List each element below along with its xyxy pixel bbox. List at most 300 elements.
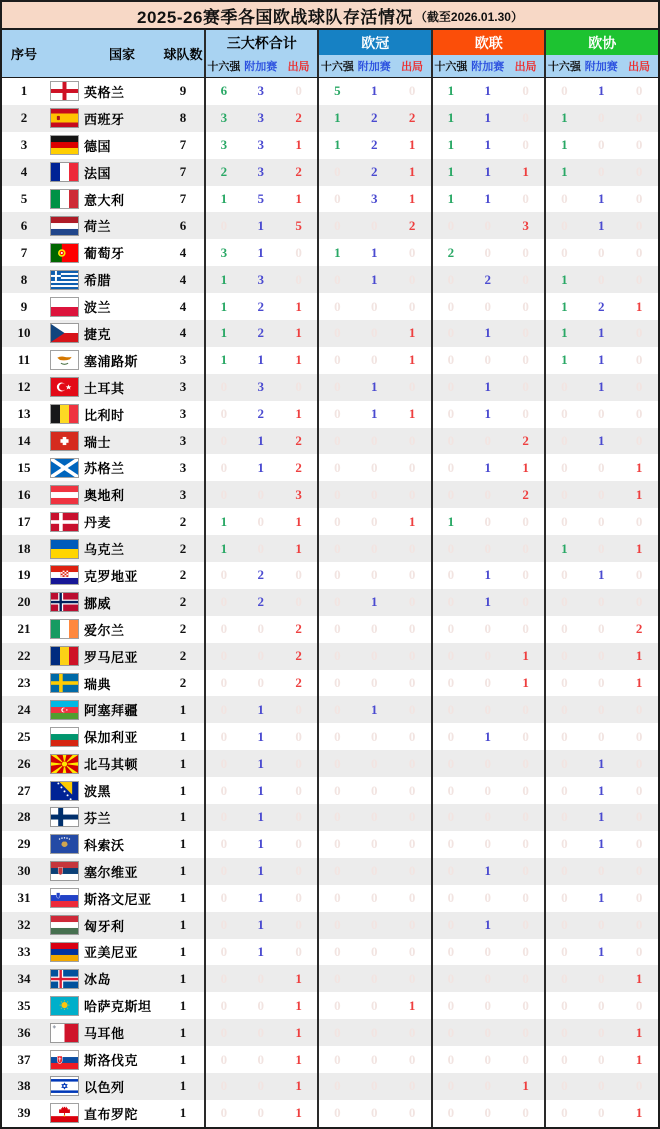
value-cell: 0	[597, 675, 605, 691]
table-row	[2, 186, 658, 213]
value-cell: 0	[295, 271, 302, 287]
value-cell: 0	[317, 616, 355, 643]
rank-cell: 37	[17, 1051, 31, 1067]
value-cell: 1	[597, 809, 605, 825]
ireland-flag-icon	[51, 620, 78, 638]
value-cell: 5	[317, 78, 355, 105]
value-cell: 0	[522, 594, 529, 610]
team-count-cell: 2	[179, 513, 187, 529]
value-cell: 2	[408, 217, 416, 233]
czech-flag-icon	[51, 324, 78, 342]
value-cell: 0	[597, 1105, 605, 1121]
table-row	[2, 132, 658, 159]
value-cell: 1	[370, 701, 378, 717]
value-cell: 1	[370, 83, 378, 99]
country-name: 荷兰	[84, 219, 112, 235]
value-cell: 0	[522, 513, 529, 529]
value-cell: 1	[295, 137, 302, 153]
flag-cell	[46, 885, 82, 912]
subheader-out: 出局	[507, 55, 545, 77]
value-cell: 1	[370, 379, 378, 395]
value-cell: 0	[204, 750, 242, 777]
value-cell: 0	[317, 939, 355, 966]
value-cell: 1	[597, 943, 605, 959]
value-cell: 1	[597, 567, 605, 583]
table-row	[2, 212, 658, 239]
value-cell: 0	[635, 325, 643, 341]
value-cell: 0	[317, 670, 355, 697]
value-cell: 0	[635, 217, 643, 233]
bosnia-flag-icon	[51, 782, 78, 800]
value-cell: 0	[635, 567, 643, 583]
team-count-cell: 1	[179, 970, 187, 986]
header-index-label: 序号	[10, 47, 37, 62]
value-cell: 0	[431, 1019, 469, 1046]
flag-cell	[46, 374, 82, 401]
poland-flag-icon	[51, 298, 78, 316]
value-cell: 1	[544, 105, 582, 132]
value-cell: 0	[204, 481, 242, 508]
value-cell: 0	[317, 750, 355, 777]
flag-cell	[46, 939, 82, 966]
value-cell: 1	[544, 266, 582, 293]
country-name: 西班牙	[84, 111, 125, 127]
value-cell: 1	[597, 890, 605, 906]
value-cell: 0	[370, 325, 378, 341]
value-cell: 1	[635, 298, 643, 314]
value-cell: 1	[484, 567, 491, 583]
table-row	[2, 428, 658, 455]
rank-cell: 39	[17, 1105, 31, 1121]
subheader-playoff: 附加赛	[355, 55, 393, 77]
value-cell: 0	[408, 1024, 416, 1040]
value-cell: 0	[204, 454, 242, 481]
slovakia-flag-icon	[51, 1051, 78, 1069]
value-cell: 0	[408, 486, 416, 502]
value-cell: 0	[370, 648, 378, 664]
value-cell: 0	[204, 992, 242, 1019]
value-cell: 1	[257, 755, 264, 771]
value-cell: 0	[522, 836, 529, 852]
value-cell: 1	[295, 325, 302, 341]
value-cell: 0	[408, 298, 416, 314]
subheader-out: 出局	[393, 55, 431, 77]
table-row	[2, 696, 658, 723]
switzerland-flag-icon	[51, 432, 78, 450]
value-cell: 0	[295, 890, 302, 906]
value-cell: 1	[257, 836, 264, 852]
value-cell: 1	[295, 513, 302, 529]
value-cell: 0	[597, 728, 605, 744]
table-row	[2, 831, 658, 858]
value-cell: 0	[408, 943, 416, 959]
country-name: 科索沃	[84, 837, 125, 853]
team-count-cell: 1	[179, 1051, 187, 1067]
value-cell: 0	[635, 244, 643, 260]
value-cell: 0	[204, 589, 242, 616]
table-row	[2, 401, 658, 428]
value-cell: 3	[257, 110, 264, 126]
value-cell: 0	[597, 164, 605, 180]
value-cell: 1	[635, 459, 643, 475]
value-cell: 0	[522, 271, 529, 287]
flag-cell	[46, 804, 82, 831]
value-cell: 0	[431, 454, 469, 481]
value-cell: 0	[522, 728, 529, 744]
value-cell: 0	[635, 809, 643, 825]
country-name: 瑞士	[84, 434, 112, 450]
spain-flag-icon	[51, 109, 78, 127]
croatia-flag-icon	[51, 566, 78, 584]
value-cell: 0	[204, 374, 242, 401]
table-row	[2, 320, 658, 347]
subheader-r16: 十六强	[204, 55, 242, 77]
team-count-cell: 2	[179, 648, 187, 664]
value-cell: 2	[484, 271, 491, 287]
value-cell: 1	[484, 110, 491, 126]
country-name: 乌克兰	[84, 542, 125, 558]
rank-cell: 25	[17, 728, 31, 744]
value-cell: 0	[544, 239, 582, 266]
value-cell: 2	[295, 433, 302, 449]
value-cell: 1	[295, 298, 302, 314]
value-cell: 0	[408, 728, 416, 744]
value-cell: 0	[522, 137, 529, 153]
value-cell: 0	[431, 293, 469, 320]
team-count-cell: 1	[179, 890, 187, 906]
value-cell: 0	[317, 320, 355, 347]
value-cell: 0	[204, 428, 242, 455]
team-count-cell: 7	[179, 137, 187, 153]
country-name: 北马其顿	[84, 757, 139, 773]
value-cell: 1	[257, 863, 264, 879]
value-cell: 0	[431, 562, 469, 589]
table-row	[2, 723, 658, 750]
country-name: 丹麦	[84, 515, 112, 531]
flag-cell	[46, 992, 82, 1019]
value-cell: 1	[295, 1024, 302, 1040]
table-row	[2, 347, 658, 374]
value-cell: 0	[431, 912, 469, 939]
value-cell: 0	[484, 970, 491, 986]
value-cell: 0	[370, 943, 378, 959]
rank-cell: 3	[20, 137, 28, 153]
value-cell: 2	[522, 433, 529, 449]
team-count-cell: 2	[179, 621, 187, 637]
value-cell: 0	[431, 1046, 469, 1073]
value-cell: 1	[295, 1078, 302, 1094]
rank-cell: 30	[17, 863, 31, 879]
table-row	[2, 78, 658, 105]
value-cell: 0	[317, 508, 355, 535]
rank-cell: 36	[17, 1024, 31, 1040]
value-cell: 0	[431, 481, 469, 508]
value-cell: 0	[295, 83, 302, 99]
value-cell: 0	[635, 917, 643, 933]
country-name: 塞尔维亚	[84, 864, 139, 880]
value-cell: 0	[257, 540, 264, 556]
header-teams-label: 球队数	[163, 47, 203, 62]
value-cell: 5	[295, 217, 302, 233]
value-cell: 1	[431, 159, 469, 186]
value-cell: 0	[295, 809, 302, 825]
subheader-playoff: 附加赛	[469, 55, 507, 77]
value-cell: 0	[635, 890, 643, 906]
flag-cell	[46, 401, 82, 428]
value-cell: 0	[522, 352, 529, 368]
subheader-out: 出局	[620, 55, 658, 77]
value-cell: 0	[370, 970, 378, 986]
team-count-cell: 1	[179, 943, 187, 959]
value-cell: 0	[484, 244, 491, 260]
value-cell: 0	[544, 965, 582, 992]
value-cell: 2	[257, 406, 264, 422]
value-cell: 0	[431, 750, 469, 777]
value-cell: 0	[370, 863, 378, 879]
value-cell: 0	[295, 917, 302, 933]
value-cell: 0	[635, 728, 643, 744]
value-cell: 0	[431, 885, 469, 912]
flag-cell	[46, 239, 82, 266]
value-cell: 0	[408, 863, 416, 879]
team-count-cell: 2	[179, 594, 187, 610]
value-cell: 0	[317, 858, 355, 885]
value-cell: 0	[408, 648, 416, 664]
table-row	[2, 885, 658, 912]
team-count-cell: 4	[179, 325, 187, 341]
value-cell: 0	[544, 1073, 582, 1100]
team-count-cell: 3	[179, 379, 187, 395]
value-cell: 1	[635, 648, 643, 664]
rank-cell: 9	[20, 298, 28, 314]
value-cell: 1	[257, 352, 264, 368]
value-cell: 0	[597, 997, 605, 1013]
table-row	[2, 965, 658, 992]
team-count-cell: 1	[179, 836, 187, 852]
france-flag-icon	[51, 163, 78, 181]
value-cell: 0	[370, 728, 378, 744]
value-cell: 0	[295, 567, 302, 583]
kazakhstan-flag-icon	[51, 997, 78, 1015]
value-cell: 1	[484, 191, 491, 206]
value-cell: 0	[204, 804, 242, 831]
value-cell: 0	[204, 885, 242, 912]
value-cell: 0	[257, 648, 264, 664]
country-name: 芬兰	[84, 810, 112, 826]
value-cell: 0	[597, 513, 605, 529]
country-name: 爱尔兰	[84, 622, 125, 638]
value-cell: 0	[597, 648, 605, 664]
value-cell: 0	[370, 997, 378, 1013]
flag-cell	[46, 616, 82, 643]
table-body	[2, 78, 658, 1127]
value-cell: 1	[544, 347, 582, 374]
value-cell: 0	[522, 83, 529, 99]
value-cell: 0	[544, 454, 582, 481]
hungary-flag-icon	[51, 916, 78, 934]
value-cell: 0	[544, 696, 582, 723]
team-count-cell: 3	[179, 486, 187, 502]
value-cell: 1	[544, 159, 582, 186]
value-cell: 0	[484, 486, 491, 502]
value-cell: 0	[257, 1024, 264, 1040]
value-cell: 0	[408, 917, 416, 933]
value-cell: 0	[317, 1073, 355, 1100]
belgium-flag-icon	[51, 405, 78, 423]
value-cell: 0	[484, 352, 491, 368]
value-cell: 0	[597, 970, 605, 986]
value-cell: 1	[484, 917, 491, 933]
value-cell: 0	[484, 1105, 491, 1121]
flag-cell	[46, 454, 82, 481]
table-row	[2, 804, 658, 831]
value-cell: 0	[257, 1051, 264, 1067]
value-cell: 1	[408, 406, 416, 422]
value-cell: 0	[257, 513, 264, 529]
value-cell: 3	[257, 164, 264, 180]
subheader-r16: 十六强	[431, 55, 469, 77]
value-cell: 1	[635, 540, 643, 556]
sweden-flag-icon	[51, 674, 78, 692]
flag-cell	[46, 481, 82, 508]
rank-cell: 22	[17, 648, 31, 664]
value-cell: 0	[408, 244, 416, 260]
azerbaijan-flag-icon	[51, 701, 78, 719]
value-cell: 1	[597, 755, 605, 771]
value-cell: 0	[522, 917, 529, 933]
team-count-cell: 4	[179, 244, 187, 260]
value-cell: 0	[431, 965, 469, 992]
subheader-playoff: 附加赛	[582, 55, 620, 77]
rank-cell: 24	[17, 701, 31, 717]
value-cell: 0	[317, 1019, 355, 1046]
value-cell: 1	[257, 217, 264, 233]
team-count-cell: 1	[179, 863, 187, 879]
denmark-flag-icon	[51, 513, 78, 531]
value-cell: 0	[317, 159, 355, 186]
table-row	[2, 293, 658, 320]
flag-cell	[46, 696, 82, 723]
table-row	[2, 670, 658, 697]
value-cell: 0	[408, 433, 416, 449]
value-cell: 1	[635, 675, 643, 691]
country-name: 捷克	[84, 326, 112, 342]
value-cell: 5	[257, 191, 264, 206]
value-cell: 3	[257, 271, 264, 287]
value-cell: 0	[370, 1105, 378, 1121]
value-cell: 0	[484, 513, 491, 529]
value-cell: 0	[317, 401, 355, 428]
value-cell: 0	[635, 83, 643, 99]
value-cell: 0	[635, 863, 643, 879]
rank-cell: 11	[17, 352, 31, 368]
country-name: 奥地利	[84, 488, 125, 504]
value-cell: 0	[408, 782, 416, 798]
value-cell: 0	[635, 513, 643, 529]
value-cell: 0	[522, 379, 529, 395]
value-cell: 0	[522, 191, 529, 206]
flag-cell	[46, 159, 82, 186]
table-row	[2, 616, 658, 643]
team-count-cell: 1	[179, 1024, 187, 1040]
value-cell: 0	[484, 298, 491, 314]
flag-cell	[46, 777, 82, 804]
value-cell: 1	[408, 164, 416, 180]
value-cell: 0	[317, 535, 355, 562]
team-count-cell: 7	[179, 191, 187, 206]
value-cell: 1	[257, 890, 264, 906]
value-cell: 1	[295, 1105, 302, 1121]
flag-cell	[46, 562, 82, 589]
value-cell: 0	[295, 836, 302, 852]
value-cell: 0	[408, 836, 416, 852]
value-cell: 0	[635, 164, 643, 180]
value-cell: 0	[408, 1078, 416, 1094]
value-cell: 0	[484, 217, 491, 233]
rank-cell: 29	[17, 836, 31, 852]
group-header-uecl: 欧协	[544, 30, 658, 55]
table-row	[2, 939, 658, 966]
value-cell: 1	[408, 997, 416, 1013]
value-cell: 0	[370, 917, 378, 933]
team-count-cell: 1	[179, 1078, 187, 1094]
value-cell: 0	[597, 406, 605, 422]
italy-flag-icon	[51, 190, 78, 208]
country-name: 葡萄牙	[84, 246, 125, 262]
value-cell: 1	[370, 594, 378, 610]
value-cell: 1	[522, 675, 529, 691]
value-cell: 0	[597, 486, 605, 502]
country-name: 克罗地亚	[84, 568, 139, 584]
value-cell: 0	[408, 271, 416, 287]
value-cell: 0	[204, 562, 242, 589]
value-cell: 0	[635, 110, 643, 126]
value-cell: 0	[484, 943, 491, 959]
value-cell: 1	[484, 164, 491, 180]
country-name: 匈牙利	[84, 918, 125, 934]
value-cell: 0	[295, 782, 302, 798]
turkey-flag-icon	[51, 378, 78, 396]
value-cell: 0	[370, 352, 378, 368]
flag-cell	[46, 1100, 82, 1127]
value-cell: 0	[431, 643, 469, 670]
value-cell: 0	[295, 863, 302, 879]
value-cell: 0	[431, 696, 469, 723]
country-name: 苏格兰	[84, 461, 125, 477]
value-cell: 0	[317, 885, 355, 912]
value-cell: 0	[635, 191, 643, 206]
rank-cell: 31	[17, 890, 31, 906]
value-cell: 0	[408, 567, 416, 583]
value-cell: 0	[204, 777, 242, 804]
value-cell: 0	[317, 723, 355, 750]
team-count-cell: 1	[179, 809, 187, 825]
value-cell: 0	[370, 809, 378, 825]
flag-cell	[46, 670, 82, 697]
value-cell: 1	[295, 970, 302, 986]
value-cell: 0	[635, 271, 643, 287]
value-cell: 0	[597, 1051, 605, 1067]
value-cell: 1	[204, 186, 242, 213]
country-name: 亚美尼亚	[84, 945, 139, 961]
value-cell: 1	[295, 1051, 302, 1067]
value-cell: 1	[597, 217, 605, 233]
value-cell: 0	[635, 1078, 643, 1094]
value-cell: 0	[522, 621, 529, 637]
rank-cell: 8	[20, 271, 28, 287]
value-cell: 0	[431, 401, 469, 428]
value-cell: 0	[544, 508, 582, 535]
